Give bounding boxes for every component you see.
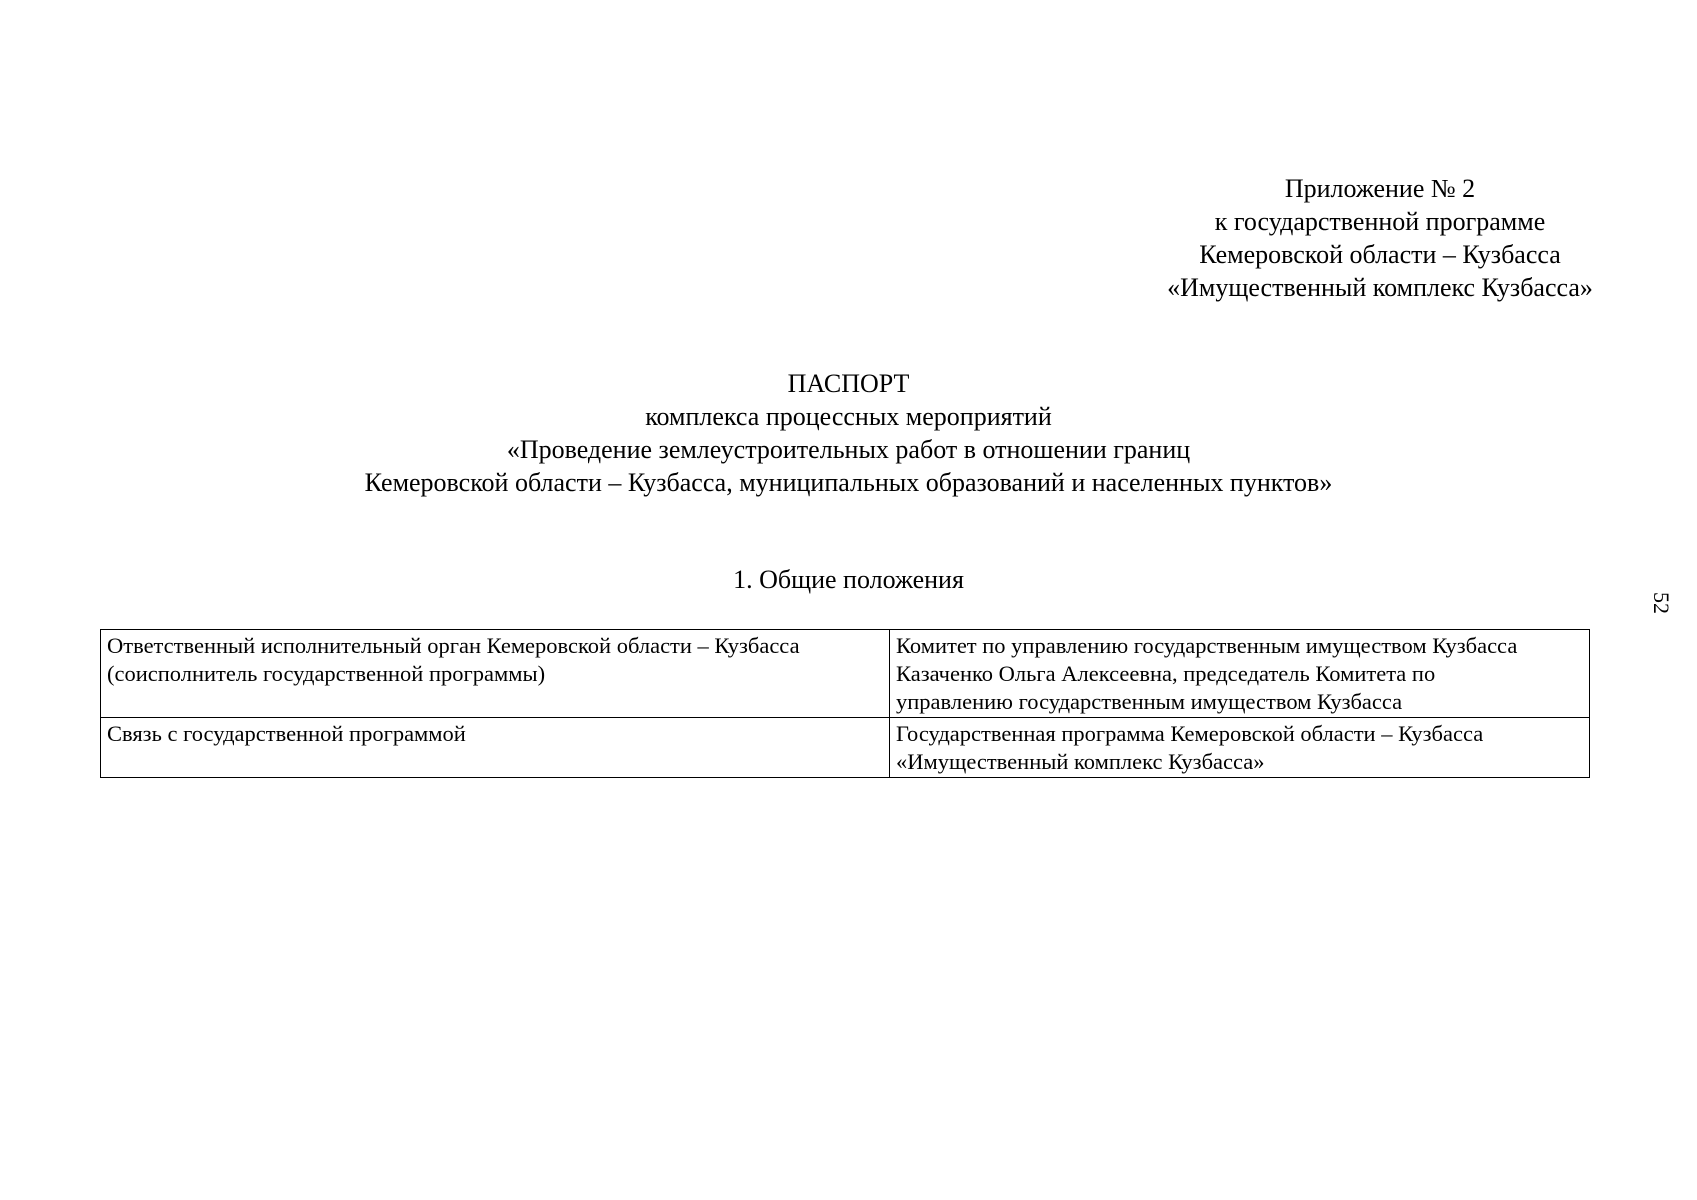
appendix-line: к государственной программе xyxy=(1214,207,1546,236)
table-cell-label xyxy=(101,630,890,718)
appendix-header xyxy=(1140,172,1620,304)
table-cell-value xyxy=(890,630,1590,718)
cell-line: Казаченко Ольга Алексеевна, председатель Комитета по xyxy=(896,661,1436,686)
passport-line: Кемеровской области – Кузбасса, муниципальных образований и населенных пунктов» xyxy=(364,468,1333,497)
table-row xyxy=(101,630,1590,718)
appendix-line: «Имущественный комплекс Кузбасса» xyxy=(1167,273,1593,302)
cell-line: Комитет по управлению государственным имуществом Кузбасса xyxy=(896,633,1518,658)
cell-line: Ответственный исполнительный орган Кемеровской области – Кузбасса xyxy=(107,633,800,658)
cell-line: Связь с государственной программой xyxy=(107,721,466,746)
cell-line: «Имущественный комплекс Кузбасса» xyxy=(896,749,1265,774)
cell-line: Государственная программа Кемеровской области – Кузбасса xyxy=(896,721,1484,746)
passport-line: «Проведение землеустроительных работ в отношении границ xyxy=(506,435,1191,464)
section-title: 1. Общие положения xyxy=(733,565,964,594)
appendix-line: Приложение № 2 xyxy=(1284,174,1476,203)
passport-line: комплекса процессных мероприятий xyxy=(645,402,1052,431)
passport-title: ПАСПОРТ xyxy=(787,369,910,398)
table-cell-label xyxy=(101,718,890,778)
page-number: 52 xyxy=(1649,592,1674,614)
appendix-line: Кемеровской области – Кузбасса xyxy=(1199,240,1561,269)
table-row xyxy=(101,718,1590,778)
cell-line: управлению государственным имуществом Кузбасса xyxy=(896,689,1403,714)
table-cell-value xyxy=(890,718,1590,778)
passport-heading xyxy=(0,367,1697,499)
cell-line: (соисполнитель государственной программы) xyxy=(107,661,546,686)
general-provisions-table xyxy=(100,629,1590,778)
